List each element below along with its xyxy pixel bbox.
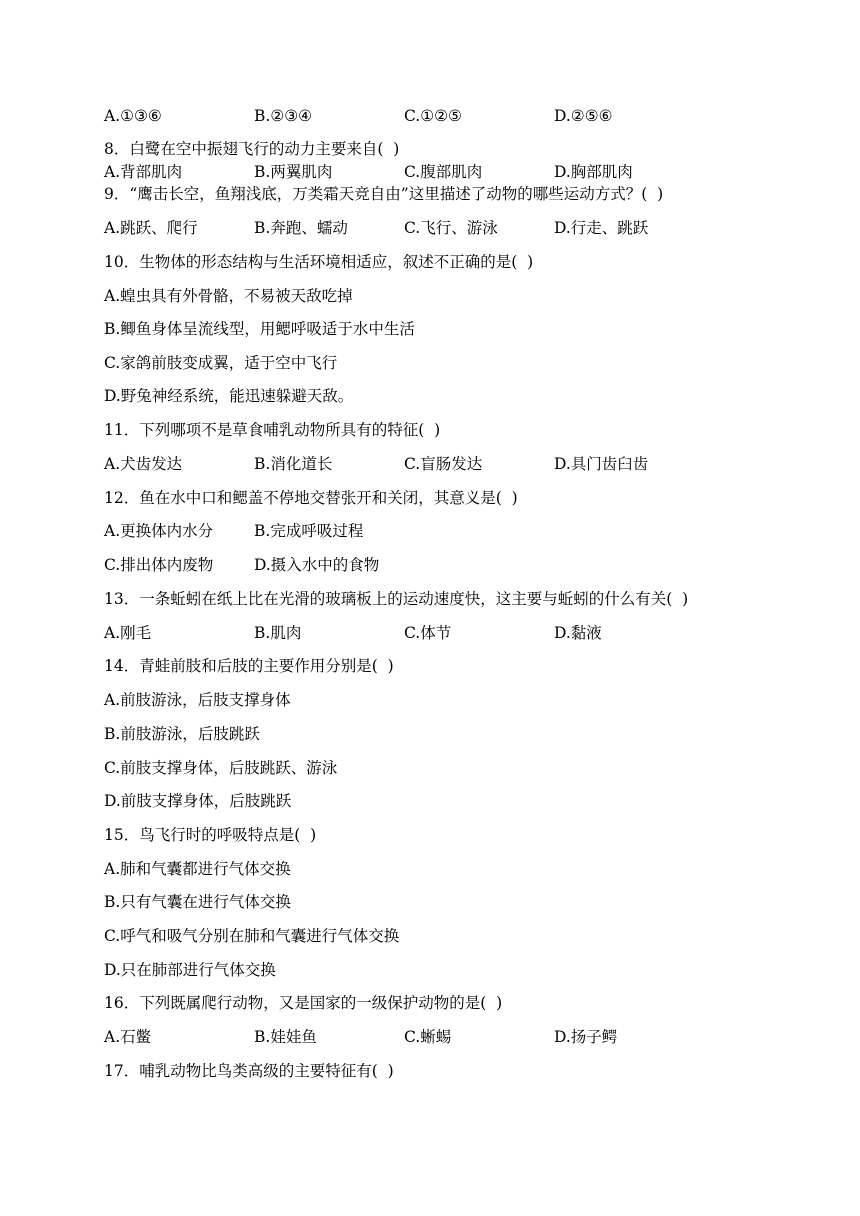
option-b: B.娃娃鱼 xyxy=(254,1028,317,1046)
option-c: C.呼气和吸气分别在肺和气囊进行气体交换 xyxy=(104,927,400,945)
option-d: D.只在肺部进行气体交换 xyxy=(104,961,276,979)
question-15-stem: 15．鸟飞行时的呼吸特点是( ) xyxy=(104,826,317,844)
question-12-stem: 12．鱼在水中口和鳃盖不停地交替张开和关闭，其意义是( ) xyxy=(104,489,518,507)
option-b: B.消化道长 xyxy=(254,455,333,473)
question-14-stem: 14．青蛙前肢和后肢的主要作用分别是( ) xyxy=(104,657,394,675)
question-10-stem: 10．生物体的形态结构与生活环境相适应，叙述不正确的是( ) xyxy=(104,253,534,271)
question-9-stem: 9．“鹰击长空，鱼翔浅底，万类霜天竞自由”这里描述了动物的哪些运动方式？( ) xyxy=(104,185,664,203)
question-11-stem: 11．下列哪项不是草食哺乳动物所具有的特征( ) xyxy=(104,421,441,439)
option-a: A.蝗虫具有外骨骼，不易被天敌吃掉 xyxy=(104,287,353,305)
question-16-stem: 16．下列既属爬行动物，又是国家的一级保护动物的是( ) xyxy=(104,994,503,1012)
option-b: B.前肢游泳，后肢跳跃 xyxy=(104,725,260,743)
option-d: D.黏液 xyxy=(554,624,602,642)
option-d: D.具门齿臼齿 xyxy=(554,455,649,473)
option-d: D.摄入水中的食物 xyxy=(254,556,380,574)
option-a: A.跳跃、爬行 xyxy=(104,219,198,237)
option-d: D.野兔神经系统，能迅速躲避天敌。 xyxy=(104,387,354,405)
question-13-stem: 13．一条蚯蚓在纸上比在光滑的玻璃板上的运动速度快，这主要与蚯蚓的什么有关( ) xyxy=(104,590,689,608)
option-b: B.只有气囊在进行气体交换 xyxy=(104,893,291,911)
option-b: B.②③④ xyxy=(254,107,313,125)
option-c: C.前肢支撑身体，后肢跳跃、游泳 xyxy=(104,759,338,777)
option-c: C.腹部肌肉 xyxy=(404,163,483,181)
option-a: A.犬齿发达 xyxy=(104,455,183,473)
option-a: A.刚毛 xyxy=(104,624,152,642)
question-17-stem: 17．哺乳动物比鸟类高级的主要特征有( ) xyxy=(104,1062,394,1080)
option-c: C.排出体内废物 xyxy=(104,556,214,574)
option-c: C.①②⑤ xyxy=(404,107,462,125)
option-c: C.家鸽前肢变成翼，适于空中飞行 xyxy=(104,354,338,372)
option-a: A.石鳖 xyxy=(104,1028,152,1046)
option-c: C.体节 xyxy=(404,624,452,642)
option-a: A.更换体内水分 xyxy=(104,522,214,540)
option-a: A.肺和气囊都进行气体交换 xyxy=(104,860,291,878)
option-d: D.扬子鳄 xyxy=(554,1028,618,1046)
option-b: B.肌肉 xyxy=(254,624,302,642)
option-d: D.前肢支撑身体，后肢跳跃 xyxy=(104,792,292,810)
option-d: D.行走、跳跃 xyxy=(554,219,649,237)
option-a: A.前肢游泳，后肢支撑身体 xyxy=(104,691,291,709)
option-c: C.盲肠发达 xyxy=(404,455,483,473)
option-b: B.完成呼吸过程 xyxy=(254,522,364,540)
option-c: C.飞行、游泳 xyxy=(404,219,498,237)
option-b: B.鲫鱼身体呈流线型，用鳃呼吸适于水中生活 xyxy=(104,320,415,338)
question-8-stem: 8．白鹭在空中振翅飞行的动力主要来自( ) xyxy=(104,140,400,158)
option-d: D.胸部肌肉 xyxy=(554,163,633,181)
option-c: C.蜥蜴 xyxy=(404,1028,452,1046)
option-d: D.②⑤⑥ xyxy=(554,107,613,125)
option-b: B.两翼肌肉 xyxy=(254,163,333,181)
option-a: A.①③⑥ xyxy=(104,107,162,125)
option-b: B.奔跑、蠕动 xyxy=(254,219,348,237)
option-a: A.背部肌肉 xyxy=(104,163,183,181)
